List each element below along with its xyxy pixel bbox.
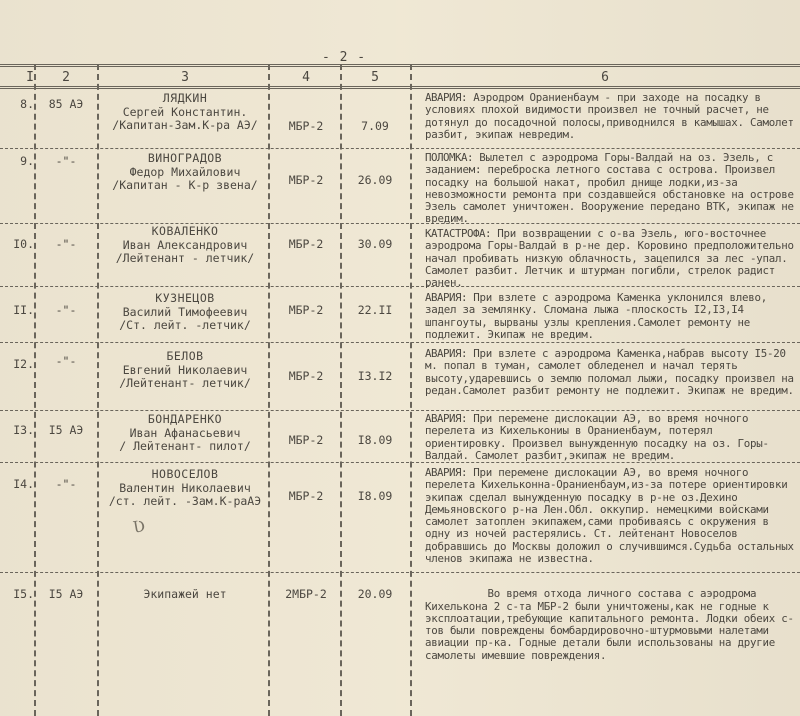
incident-text: При перемене дислокации АЭ, во время ночного перелета из Кихелькониы в Ораниенбаум, потерял ориентировку. Произвел вынужденную посадку на оз. Горы-Валдай. Самолет разбит,экипаж не вредим. xyxy=(425,412,769,462)
date: 7.09 xyxy=(361,119,389,133)
row-separator xyxy=(0,410,800,411)
column-header-3: 3 xyxy=(181,70,189,85)
incident-text: Вылетел с аэродрома Горы-Валдай на оз. Эзель, с заданием: переброска летного состава с острова. Произвел посадку на большой накат, пробил днище лодки,из-за невозможности ремонта при создавшейся обстановке на острове Эзель самолет уничтожен. Вооружение передано ВТК, экипаж не вредим. xyxy=(425,151,794,226)
row-number: I0. xyxy=(13,237,34,251)
aircraft-type: МБР-2 xyxy=(288,119,324,133)
aircraft-type: МБР-2 xyxy=(288,303,324,317)
surname: БЕЛОВ xyxy=(166,349,204,363)
row-separator xyxy=(0,572,800,573)
date: I8.09 xyxy=(357,489,393,503)
rank: /Лейтенант- летчик/ xyxy=(119,376,251,390)
aircraft-type: МБР-2 xyxy=(288,369,324,383)
rank: /Ст. лейт. -летчик/ xyxy=(119,318,251,332)
incident-text: При возвращении с о-ва Эзель, юго-восточнее аэродрома Горы-Валдай в р-не дер. Коровино предположительно начал пробивать низкую облачность, зацепился за лес -упал. Самолет разбит. Летчик и штурман погибли, стрелок радист ранен. xyxy=(425,227,794,290)
column-header-2: 2 xyxy=(62,70,70,85)
unit: -"- xyxy=(55,477,77,491)
incident-description xyxy=(425,92,797,141)
rank: /Капитан - К-р звена/ xyxy=(112,178,258,192)
column-header-5: 5 xyxy=(371,70,379,85)
row-separator xyxy=(0,148,800,149)
incident-text: При перемене дислокации АЭ, во время ночного перелета Кихельконна-Ораниенбаум,из-за потере ориентировки экипаж сделал вынужденную посадку в р-не оз.Дехино Демьяновского р-на Лен.Обл. оккупир. немецкими войсками самолет затоплен экипажем,сами пробиваясь с окружения в одну из ночей растерялись. Ст. лейтенант Новоселов добравшись до Москвы доложил о случившимся.Судьба остальных членов экипажа не известна. xyxy=(425,466,794,566)
column-divider xyxy=(340,64,342,716)
column-divider xyxy=(97,64,99,716)
handwritten-mark: Ʋ xyxy=(131,516,147,537)
column-header-4: 4 xyxy=(302,70,310,85)
unit: -"- xyxy=(55,237,77,251)
crew-member xyxy=(100,588,270,602)
aircraft-type: 2МБР-2 xyxy=(285,587,327,601)
unit: I5 АЭ xyxy=(48,587,84,601)
crew-member xyxy=(100,225,270,266)
date: 22.II xyxy=(357,303,393,317)
row-number: I5. xyxy=(13,587,34,601)
surname: НОВОСЕЛОВ xyxy=(151,467,219,481)
incident-type: АВАРИЯ: xyxy=(425,91,468,104)
crew-member xyxy=(100,92,270,133)
unit: -"- xyxy=(55,303,77,317)
given-names: Василий Тимофеевич xyxy=(122,304,248,319)
surname: ВИНОГРАДОВ xyxy=(147,151,223,165)
incident-type: ПОЛОМКА: xyxy=(425,151,474,164)
given-names: Иван Афанасьевич xyxy=(129,425,241,440)
incident-description xyxy=(425,228,797,289)
crew-member xyxy=(100,292,270,333)
incident-type: АВАРИЯ: xyxy=(425,347,468,360)
aircraft-type: МБР-2 xyxy=(288,173,324,187)
rank: / Лейтенант- пилот/ xyxy=(119,439,251,453)
incident-text: Аэродром Ораниенбаум - при заходе на посадку в условиях плохой видимости произвел не точный расчет, не дотянул до посадочной полосы,приводнился в камышах. Самолет разбит, экипаж невредим. xyxy=(425,91,794,141)
crew-member xyxy=(100,413,270,454)
given-names: Экипажей нет xyxy=(143,587,227,601)
header-top-rule xyxy=(0,64,800,67)
date: I3.I2 xyxy=(357,369,393,383)
date: 20.09 xyxy=(357,587,393,601)
row-number: 8. xyxy=(20,97,34,111)
aircraft-type: МБР-2 xyxy=(288,237,324,251)
given-names: Валентин Николаевич xyxy=(119,480,251,495)
incident-description xyxy=(425,152,797,226)
given-names: Сергей Константин. xyxy=(122,104,248,119)
incident-type: АВАРИЯ: xyxy=(425,412,468,425)
aircraft-type: МБР-2 xyxy=(288,433,324,447)
column-divider xyxy=(410,64,412,716)
crew-member xyxy=(100,350,270,391)
surname: БОНДАРЕНКО xyxy=(147,412,223,426)
incident-type: АВАРИЯ: xyxy=(425,291,468,304)
surname: КОВАЛЕНКО xyxy=(151,224,219,238)
incident-description xyxy=(425,413,797,462)
column-header-1: I xyxy=(26,70,34,85)
row-number: II. xyxy=(13,303,34,317)
given-names: Федор Михайлович xyxy=(129,164,241,179)
row-number: I2. xyxy=(13,357,34,371)
header-bottom-rule xyxy=(0,86,800,89)
given-names: Евгений Николаевич xyxy=(122,362,248,377)
unit: I5 АЭ xyxy=(48,423,84,437)
incident-description xyxy=(425,467,797,565)
incident-text: Во время отхода личного состава с аэродрома Кихелькона 2 с-та МБР-2 были уничтожены,как не годные к эксплоатации,требующие капитального ремонта. Лодки обеих с-тов были повреждены бомбардировочно-штурмовыми налетами авиации пр-ка. Годные детали были использованы на другие самолеты имевшие повреждения. xyxy=(425,587,794,662)
page-number: - 2 - xyxy=(322,50,367,65)
row-separator xyxy=(0,342,800,343)
column-header-6: 6 xyxy=(601,70,609,85)
aircraft-type: МБР-2 xyxy=(288,489,324,503)
crew-member xyxy=(100,468,270,509)
incident-text: При взлете с аэродрома Каменка уклонился влево, задел за землянку. Сломана лыжа -плоскость I2,I3,I4 шпангоуты, вырваны узлы крепления.Самолет ремонту не подлежит. Экипаж не вредим. xyxy=(425,291,768,341)
incident-description xyxy=(425,576,797,674)
row-number: I4. xyxy=(13,477,34,491)
rank: /Лейтенант - летчик/ xyxy=(115,251,255,265)
incident-type: КАТАСТРОФА: xyxy=(425,227,492,240)
surname: КУЗНЕЦОВ xyxy=(155,291,215,305)
row-number: I3. xyxy=(13,423,34,437)
given-names: Иван Александрович xyxy=(122,237,248,252)
unit: -"- xyxy=(55,154,77,168)
rank: /Капитан-Зам.К-ра АЭ/ xyxy=(112,118,258,132)
unit: 85 АЭ xyxy=(48,97,84,111)
date: 26.09 xyxy=(357,173,393,187)
unit: -"- xyxy=(55,354,77,368)
crew-member xyxy=(100,152,270,193)
date: 30.09 xyxy=(357,237,393,251)
incident-description xyxy=(425,348,797,397)
surname: ЛЯДКИН xyxy=(162,91,208,105)
incident-description xyxy=(425,292,797,341)
date: I8.09 xyxy=(357,433,393,447)
incident-type: АВАРИЯ: xyxy=(425,466,468,479)
row-number: 9. xyxy=(20,154,34,168)
incident-text: При взлете с аэродрома Каменка,набрав высоту I5-20 м. попал в туман, самолет обледенел и начал терять высоту,ударевшись о землю поломал лыжи, посадку произвел на редан.Самолет разбит ремонту не подлежит. Экипаж не вредим. xyxy=(425,347,794,397)
rank: /ст. лейт. -Зам.К-раАЭ xyxy=(108,494,262,508)
